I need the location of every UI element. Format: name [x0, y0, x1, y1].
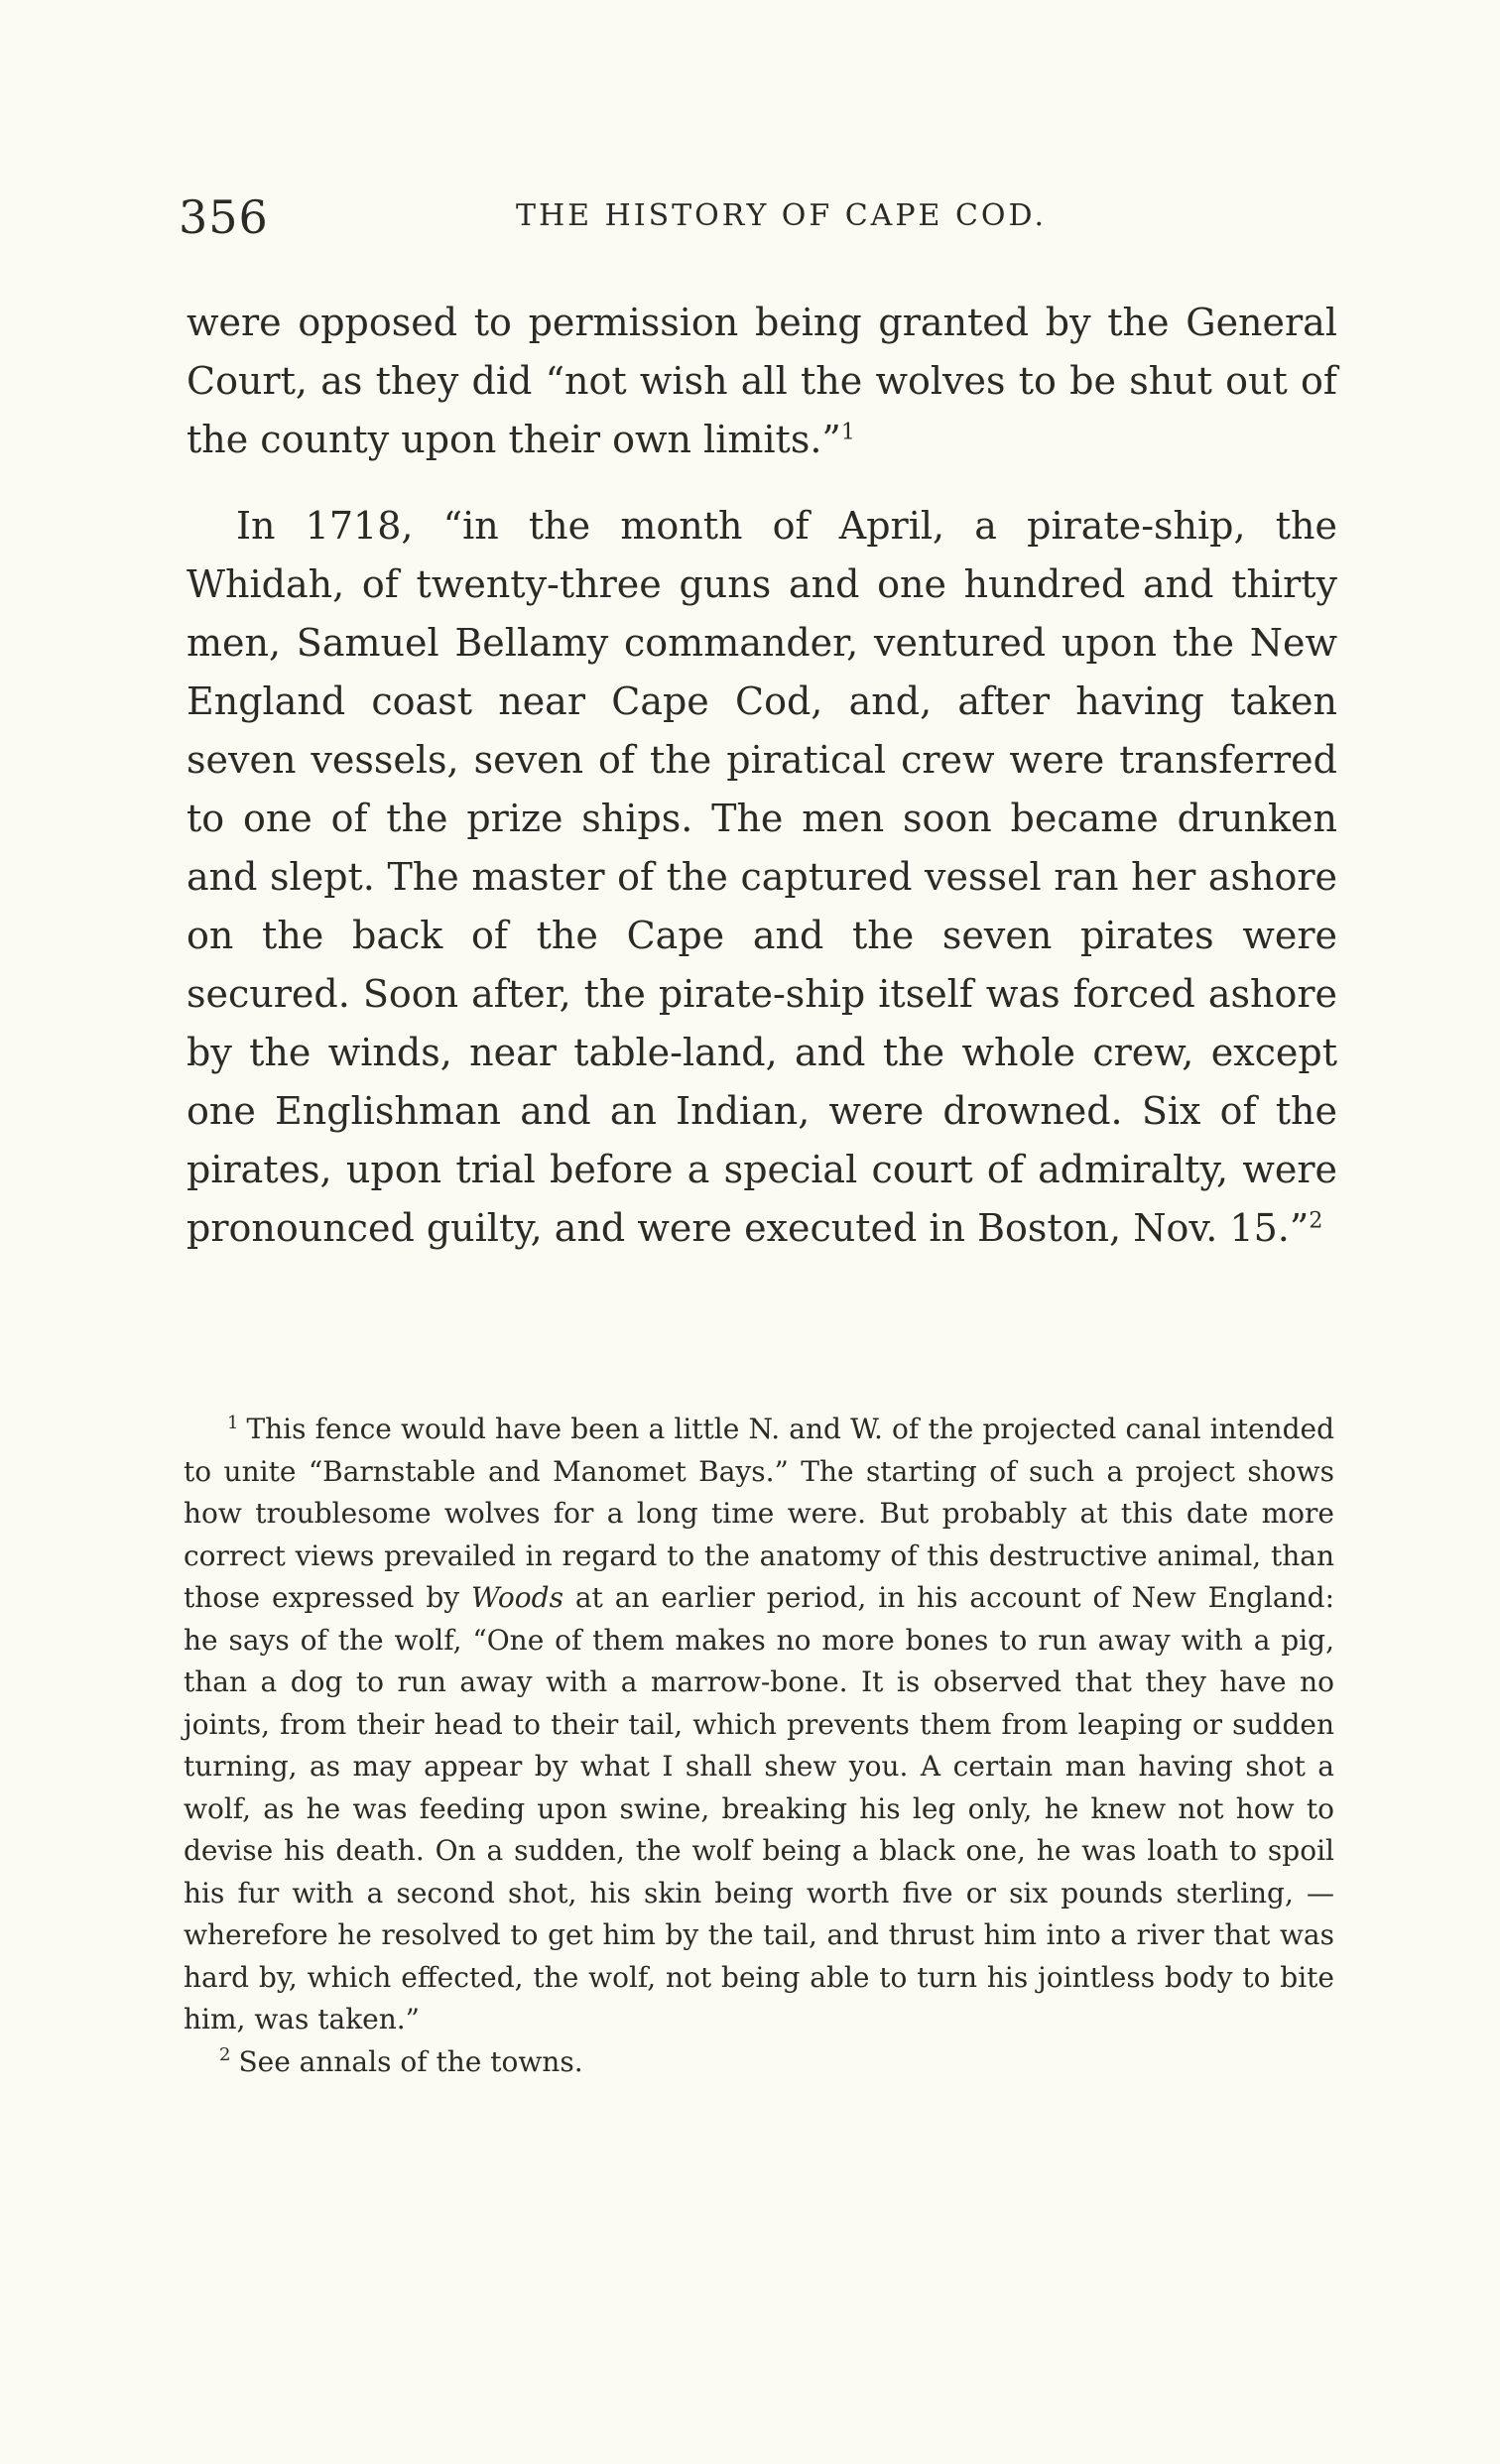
paragraph-text: In 1718, “in the month of April, a pirate-ship, the Whidah, of twenty-three guns and one hundred and thirty men, Samuel Bellamy commander, ventured upon the New England coast near Cape Cod, and, after having taken seven vessels, seven of the piratical crew were transferred to one of the prize ships. The men soon became drunken and slept. The master of the captured vessel ran her ashore on the back of the Cape and the seven pirates were secured. Soon after, the pirate-ship itself was forced ashore by the winds, near table-land, and the whole crew, except one Englishman and an Indian, were drowned. Six of the pirates, upon trial before a special court of admiralty, were pronounced guilty, and were executed in Boston, Nov. 15.”: [187, 504, 1337, 1250]
footnote-reference: 2: [1309, 1208, 1323, 1234]
footnote-text: See annals of the towns.: [238, 2044, 583, 2078]
footnotes: [184, 1409, 1334, 2083]
footnote-text: This fence would have been a little N. and W. of the projected canal intended to unite “Barnstable and Manomet Bays.” The starting of such a project shows how troublesome wolves for a long time were. But probably at this date more correct views prevailed in regard to the anatomy of this destructive animal, than those expressed by: [184, 1413, 1334, 1614]
footnote: [184, 2041, 1334, 2084]
footnote-marker: 2: [219, 2044, 231, 2066]
footnote-reference: 1: [840, 420, 855, 445]
footnote: [184, 1409, 1334, 2041]
paragraph: [187, 497, 1337, 1258]
paragraph-text: were opposed to permission being granted by the General Court, as they did “not wish all the wolves to be shut out of the county upon their own limits.”: [187, 301, 1337, 461]
footnote-italic-name: Woods: [471, 1581, 563, 1614]
page-header: [179, 190, 1334, 250]
running-head: THE HISTORY OF CAPE COD.: [516, 198, 1048, 233]
body-text: [187, 294, 1337, 1258]
page-number: 356: [179, 190, 269, 244]
footnote-text: at an earlier period, in his account of New England: he says of the wolf, “One of them makes no more bones to run away with a pig, than a dog to run away with a marrow-bone. It is observed that they have no joints, from their head to their tail, which prevents them from leaping or sudden turning, as may appear by what I shall shew you. A certain man having shot a wolf, as he was feeding upon swine, breaking his leg only, he knew not how to devise his death. On a sudden, the wolf being a black one, he was loath to spoil his fur with a second shot, his skin being worth five or six pounds sterling, — wherefore he resolved to get him by the tail, and thrust him into a river that was hard by, which effected, the wolf, not being able to turn his jointless body to bite him, was taken.”: [184, 1581, 1335, 2035]
footnote-marker: 1: [227, 1412, 239, 1433]
paragraph: [187, 294, 1337, 469]
